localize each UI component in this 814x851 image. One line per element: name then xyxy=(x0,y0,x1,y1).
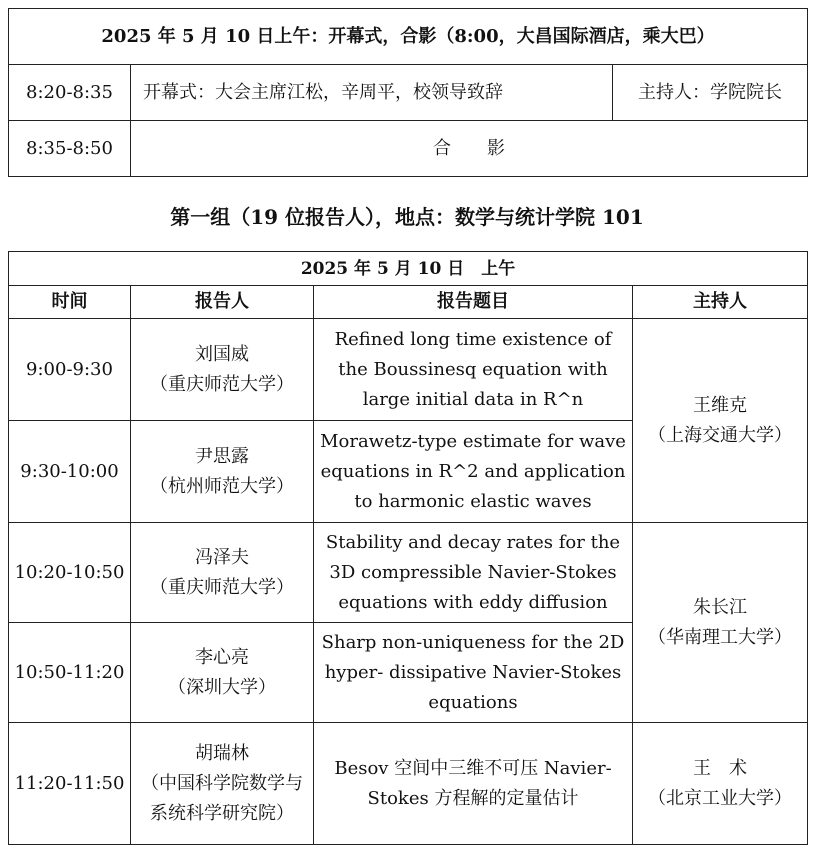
host-cell xyxy=(633,523,808,723)
talk-time: 10:20-10:50 xyxy=(9,523,131,623)
speaker-name: 冯泽夫 xyxy=(195,546,249,568)
host-name: 朱长江 xyxy=(693,596,748,618)
host-name: 王 术 xyxy=(693,757,748,779)
column-header-host: 主持人 xyxy=(633,286,808,319)
column-header-speaker: 报告人 xyxy=(131,286,314,319)
host-affiliation: （上海交通大学） xyxy=(648,424,793,446)
date-header: 2025 年 5 月 10 日 上午 xyxy=(9,252,808,286)
speaker-affiliation: （杭州师范大学） xyxy=(150,475,294,497)
opening-time: 8:20-8:35 xyxy=(9,65,131,121)
host-name: 王维克 xyxy=(693,394,748,416)
table-row xyxy=(9,523,808,623)
table-row xyxy=(9,319,808,421)
talk-speaker-cell xyxy=(131,319,314,421)
column-header-row xyxy=(9,286,808,319)
speaker-affiliation: （深圳大学） xyxy=(168,676,276,698)
host-affiliation: （北京工业大学） xyxy=(648,787,793,809)
talk-speaker-cell xyxy=(131,623,314,723)
talk-time: 11:20-11:50 xyxy=(9,723,131,845)
talk-title: Refined long time existence of the Boussinesq equation with large initial data in R^n xyxy=(314,319,633,421)
talk-time: 10:50-11:20 xyxy=(9,623,131,723)
talk-title: Morawetz-type estimate for wave equations in R^2 and application to harmonic elastic waves xyxy=(314,421,633,523)
speaker-affiliation: （重庆师范大学） xyxy=(150,576,294,598)
speaker-affiliation: （中国科学院数学与系统科学研究院） xyxy=(141,772,303,824)
host-cell xyxy=(633,723,808,845)
speaker-name: 刘国威 xyxy=(195,343,249,365)
group-heading: 第一组（19 位报告人），地点：数学与统计学院 101 xyxy=(170,205,644,229)
schedule-table xyxy=(8,251,808,845)
talk-title: Stability and decay rates for the 3D compressible Navier-Stokes equations with eddy diffusion xyxy=(314,523,633,623)
opening-header: 2025 年 5 月 10 日上午：开幕式，合影（8:00，大昌国际酒店，乘大巴） xyxy=(9,9,808,65)
host-cell xyxy=(633,319,808,523)
talk-speaker-cell xyxy=(131,523,314,623)
talk-speaker-cell xyxy=(131,723,314,845)
opening-table xyxy=(8,8,808,177)
table-row xyxy=(9,65,808,121)
column-header-title: 报告题目 xyxy=(314,286,633,319)
opening-host: 主持人：学院院长 xyxy=(613,65,808,121)
opening-content: 开幕式：大会主席江松，辛周平，校领导致辞 xyxy=(131,65,613,121)
photo-content: 合 影 xyxy=(131,121,808,177)
table-row xyxy=(9,121,808,177)
column-header-time: 时间 xyxy=(9,286,131,319)
host-affiliation: （华南理工大学） xyxy=(648,626,793,648)
talk-title: Sharp non-uniqueness for the 2D hyper- dissipative Navier-Stokes equations xyxy=(314,623,633,723)
speaker-affiliation: （重庆师范大学） xyxy=(150,373,294,395)
photo-time: 8:35-8:50 xyxy=(9,121,131,177)
speaker-name: 李心亮 xyxy=(195,646,249,668)
speaker-name: 尹思露 xyxy=(195,445,249,467)
talk-time: 9:00-9:30 xyxy=(9,319,131,421)
talk-title: Besov 空间中三维不可压 Navier-Stokes 方程解的定量估计 xyxy=(314,723,633,845)
talk-speaker-cell xyxy=(131,421,314,523)
talk-time: 9:30-10:00 xyxy=(9,421,131,523)
speaker-name: 胡瑞林 xyxy=(195,742,249,764)
table-row xyxy=(9,723,808,845)
